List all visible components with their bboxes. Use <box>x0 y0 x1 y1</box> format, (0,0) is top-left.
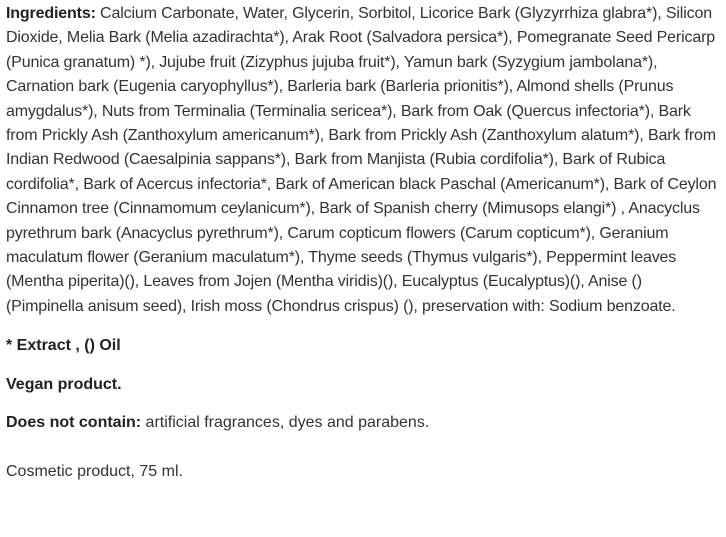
ingredients-label: Ingredients: <box>6 5 96 22</box>
does-not-contain-text: artificial fragrances, dyes and parabens. <box>141 414 430 432</box>
ingredients-paragraph <box>6 2 720 319</box>
vegan-note <box>6 373 720 397</box>
ingredients-text: Calcium Carbonate, Water, Glycerin, Sorbitol, Licorice Bark (Glyzyrrhiza glabra*), Silicon Dioxide, Melia Bark (Melia azadirachta*), Arak Root (Salvadora persica*), Pomegranate Seed Pericarp (Punica granatum) *), Jujube fruit (Zizyphus jujuba fruit*), Yamun bark (Syzygium jambolana*), Carnation bark (Eugenia caryophyllus*), Barleria bark (Barleria prionitis*), Almond shells (Prunus amygdalus*), Nuts from Terminalia (Terminalia sericea*), Bark from Oak (Quercus infectoria*), Bark from Prickly Ash (Zanthoxylum americanum*), Bark from Prickly Ash (Zanthoxylum alatum*), Bark from Indian Redwood (Caesalpinia sappans*), Bark from Manjista (Rubia cordifolia*), Bark of Rubica cordifolia*, Bark of Acercus infectoria*, Bark of American black Paschal (Americanum*), Bark of Ceylon Cinnamon tree (Cinnamomum ceylanicum*), Bark of Spanish cherry (Mimusops elangi*) , Anacyclus pyrethrum bark (Anacyclus pyrethrum*), Carum copticum flowers (Carum copticum*), Geranium maculatum flower (Geranium maculatum*), Thyme seeds (Thymus vulgaris*), Peppermint leaves (Mentha piperita)(), Leaves from Jojen (Mentha viridis)(), Eucalyptus (Eucalyptus)(), Anise () (Pimpinella anisum seed), Irish moss (Chondrus crispus) (), preservation with: Sodium benzoate. <box>6 5 717 315</box>
does-not-contain-paragraph <box>6 411 720 435</box>
does-not-contain-label: Does not contain: <box>6 414 142 432</box>
product-volume-info: Cosmetic product, 75 ml. <box>6 462 183 480</box>
vegan-text: Vegan product. <box>6 375 122 393</box>
extract-oil-legend <box>6 334 720 358</box>
legend-text: * Extract , () Oil <box>6 337 121 355</box>
